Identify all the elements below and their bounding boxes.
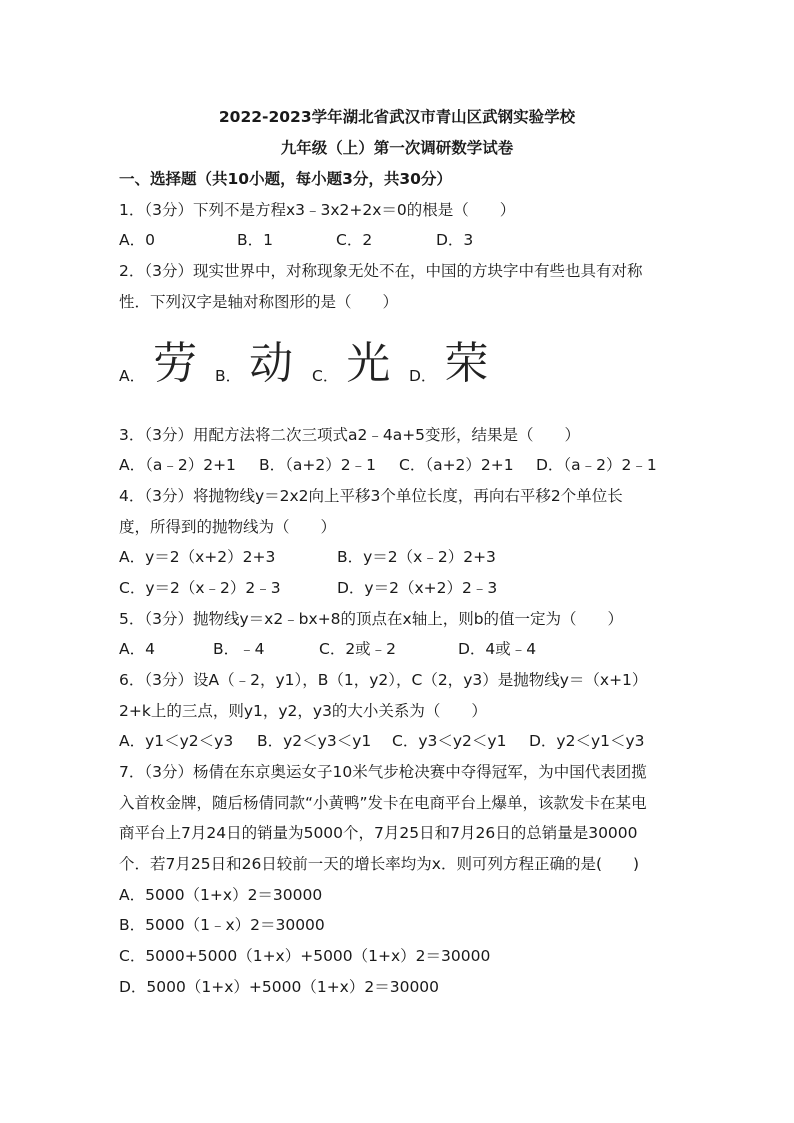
question-1-options <box>119 228 694 250</box>
question-5-option-b[interactable]: B．﹣4 <box>213 640 265 658</box>
question-2-option-b[interactable] <box>215 340 293 388</box>
question-7-option-c[interactable]: C．5000+5000（1+x）+5000（1+x）2＝30000 <box>119 947 491 965</box>
question-5-option-d[interactable]: D．4或﹣4 <box>458 640 537 658</box>
question-6-option-a[interactable]: A．y1＜y2＜y3 <box>119 732 234 750</box>
question-3-option-b[interactable]: B．（a+2）2﹣1 <box>259 456 376 474</box>
question-2-option-d-label: D． <box>409 367 437 385</box>
section-heading-choice: 一、选择题（共10小题，每小题3分，共30分） <box>119 170 452 188</box>
exam-title-line1: 2022-2023学年湖北省武汉市青山区武钢实验学校 <box>218 108 576 126</box>
question-6-option-b[interactable]: B．y2＜y3＜y1 <box>257 732 372 750</box>
question-6-options <box>119 729 694 751</box>
question-2-options <box>119 328 539 388</box>
question-1-stem: 1．（3分）下列不是方程x3﹣3x2+2x＝0的根是（ ） <box>119 201 516 219</box>
question-1-option-d[interactable]: D．3 <box>436 231 474 249</box>
question-1-option-c[interactable]: C．2 <box>336 231 373 249</box>
question-4-options-row1 <box>119 545 694 567</box>
question-6-option-d[interactable]: D．y2＜y1＜y3 <box>529 732 645 750</box>
question-2-stem-line2: 性．下列汉字是轴对称图形的是（ ） <box>119 293 399 311</box>
question-5-options <box>119 637 694 659</box>
question-2-option-c-label: C． <box>312 367 339 385</box>
question-3-stem: 3．（3分）用配方法将二次三项式a2﹣4a+5变形，结果是（ ） <box>119 426 581 444</box>
question-5-stem: 5．（3分）抛物线y＝x2﹣bx+8的顶点在x轴上，则b的值一定为（ ） <box>119 610 624 628</box>
glyph-lao: 劳 <box>153 338 198 389</box>
exam-title-line2: 九年级（上）第一次调研数学试卷 <box>280 139 514 157</box>
question-7-option-b[interactable]: B．5000（1﹣x）2＝30000 <box>119 916 325 934</box>
question-2-option-b-label: B． <box>215 367 242 385</box>
question-1-option-b[interactable]: B．1 <box>237 231 273 249</box>
question-5-option-a[interactable]: A．4 <box>119 640 155 658</box>
question-4-stem-line1: 4．（3分）将抛物线y＝2x2向上平移3个单位长度，再向右平移2个单位长 <box>119 487 623 505</box>
question-4-stem-line2: 度，所得到的抛物线为（ ） <box>119 518 337 536</box>
question-7-stem-line2: 入首枚金牌，随后杨倩同款“小黄鸭”发卡在电商平台上爆单，该款发卡在某电 <box>119 794 647 812</box>
question-6-stem-line2: 2+k上的三点，则y1，y2，y3的大小关系为（ ） <box>119 702 487 720</box>
question-4-options-row2 <box>119 576 694 598</box>
question-6-option-c[interactable]: C．y3＜y2＜y1 <box>392 732 507 750</box>
question-4-option-d[interactable]: D．y＝2（x+2）2﹣3 <box>337 579 498 597</box>
question-2-option-a-label: A． <box>119 367 146 385</box>
question-2-option-d[interactable] <box>409 340 488 388</box>
question-7-option-a[interactable]: A．5000（1+x）2＝30000 <box>119 886 323 904</box>
question-1-option-a[interactable]: A．0 <box>119 231 155 249</box>
glyph-rong: 荣 <box>444 338 489 389</box>
question-4-option-b[interactable]: B．y＝2（x﹣2）2+3 <box>337 548 496 566</box>
question-3-option-c[interactable]: C．（a+2）2+1 <box>399 456 514 474</box>
question-7-stem-line3: 商平台上7月24日的销量为5000个，7月25日和7月26日的总销量是30000 <box>119 824 638 842</box>
question-3-options <box>119 453 694 475</box>
question-7-stem-line4: 个．若7月25日和26日较前一天的增长率均为x．则可列方程正确的是( ) <box>119 855 640 873</box>
glyph-dong: 动 <box>249 338 294 389</box>
question-3-option-a[interactable]: A．（a﹣2）2+1 <box>119 456 236 474</box>
question-2-stem-line1: 2．（3分）现实世界中，对称现象无处不在，中国的方块字中有些也具有对称 <box>119 262 643 280</box>
glyph-guang: 光 <box>346 338 391 389</box>
question-7-stem-line1: 7．（3分）杨倩在东京奥运女子10米气步枪决赛中夺得冠军，为中国代表团揽 <box>119 763 647 781</box>
question-4-option-a[interactable]: A．y＝2（x+2）2+3 <box>119 548 276 566</box>
question-6-stem-line1: 6．（3分）设A（﹣2，y1），B（1，y2），C（2，y3）是抛物线y＝（x+1） <box>119 671 648 689</box>
question-4-option-c[interactable]: C．y＝2（x﹣2）2﹣3 <box>119 579 281 597</box>
question-2-option-a[interactable] <box>119 340 197 388</box>
question-5-option-c[interactable]: C．2或﹣2 <box>319 640 397 658</box>
question-3-option-d[interactable]: D．（a﹣2）2﹣1 <box>536 456 657 474</box>
question-2-option-c[interactable] <box>312 340 390 388</box>
question-7-option-d[interactable]: D．5000（1+x）+5000（1+x）2＝30000 <box>119 978 440 996</box>
